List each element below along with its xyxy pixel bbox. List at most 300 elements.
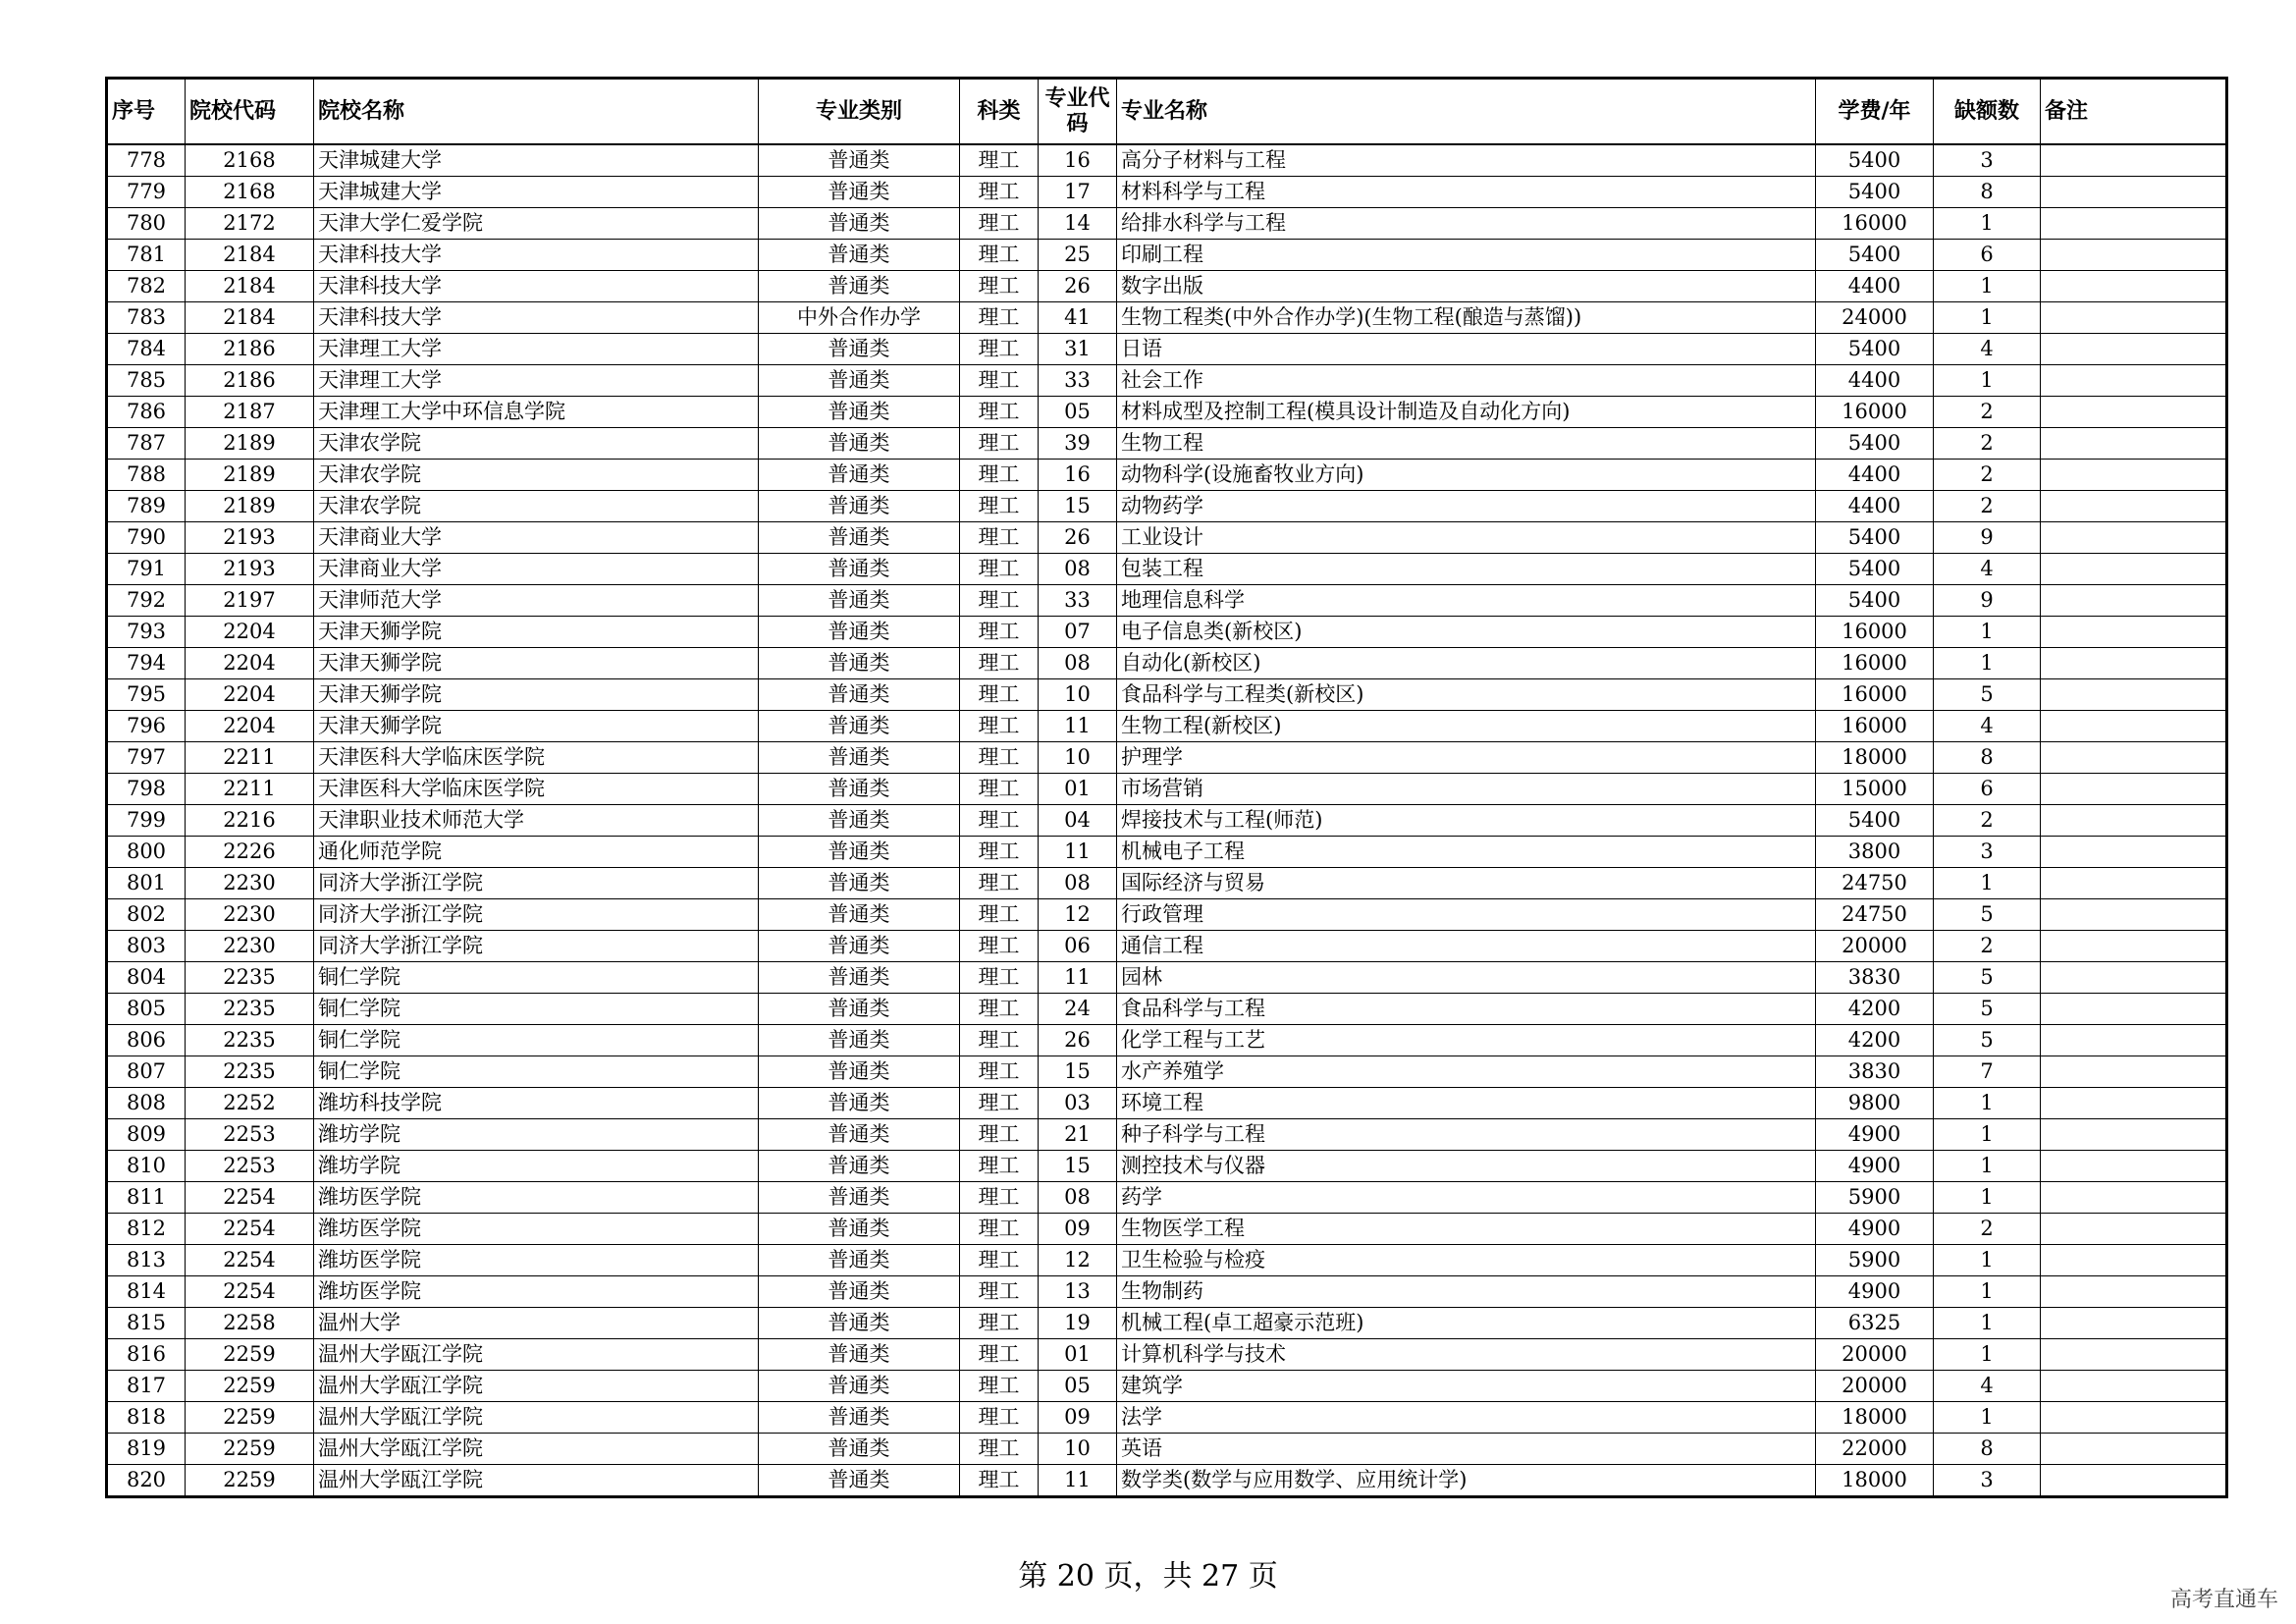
cell-tuition: 4900 <box>1816 1276 1934 1308</box>
cell-tuition: 5400 <box>1816 554 1934 585</box>
cell-vacancies: 5 <box>1934 1025 2041 1056</box>
cell-school-name: 潍坊学院 <box>314 1119 759 1151</box>
cell-remarks <box>2041 742 2227 774</box>
cell-major-code: 10 <box>1039 679 1117 711</box>
table-row <box>107 554 2227 585</box>
cell-major-type: 普通类 <box>759 460 960 491</box>
header-major-name: 专业名称 <box>1117 79 1816 145</box>
cell-major-code: 19 <box>1039 1308 1117 1339</box>
cell-tuition: 4900 <box>1816 1151 1934 1182</box>
cell-major-type: 普通类 <box>759 648 960 679</box>
cell-seq: 804 <box>107 962 186 994</box>
cell-major-code: 06 <box>1039 931 1117 962</box>
cell-seq: 784 <box>107 334 186 365</box>
cell-school-name: 天津科技大学 <box>314 302 759 334</box>
cell-major-type: 普通类 <box>759 397 960 428</box>
cell-school-name: 温州大学瓯江学院 <box>314 1371 759 1402</box>
cell-seq: 795 <box>107 679 186 711</box>
cell-subject: 理工 <box>960 774 1039 805</box>
cell-vacancies: 2 <box>1934 805 2041 837</box>
cell-major-type: 普通类 <box>759 1465 960 1497</box>
cell-major-name: 给排水科学与工程 <box>1117 208 1816 240</box>
cell-major-type: 普通类 <box>759 1245 960 1276</box>
table-row <box>107 742 2227 774</box>
cell-subject: 理工 <box>960 1371 1039 1402</box>
cell-major-type: 普通类 <box>759 742 960 774</box>
cell-school-code: 2172 <box>186 208 314 240</box>
cell-seq: 798 <box>107 774 186 805</box>
cell-seq: 789 <box>107 491 186 522</box>
cell-school-name: 铜仁学院 <box>314 994 759 1025</box>
cell-school-code: 2254 <box>186 1182 314 1214</box>
cell-vacancies: 7 <box>1934 1056 2041 1088</box>
cell-subject: 理工 <box>960 428 1039 460</box>
cell-major-code: 07 <box>1039 617 1117 648</box>
table-row <box>107 1214 2227 1245</box>
cell-seq: 808 <box>107 1088 186 1119</box>
cell-subject: 理工 <box>960 837 1039 868</box>
header-tuition: 学费/年 <box>1816 79 1934 145</box>
cell-major-name: 市场营销 <box>1117 774 1816 805</box>
cell-school-name: 潍坊医学院 <box>314 1276 759 1308</box>
cell-school-name: 潍坊医学院 <box>314 1245 759 1276</box>
cell-remarks <box>2041 522 2227 554</box>
cell-tuition: 24000 <box>1816 302 1934 334</box>
cell-seq: 785 <box>107 365 186 397</box>
cell-remarks <box>2041 1056 2227 1088</box>
cell-school-code: 2204 <box>186 648 314 679</box>
cell-major-name: 数学类(数学与应用数学、应用统计学) <box>1117 1465 1816 1497</box>
cell-tuition: 15000 <box>1816 774 1934 805</box>
cell-major-code: 11 <box>1039 1465 1117 1497</box>
cell-major-code: 10 <box>1039 1434 1117 1465</box>
cell-school-code: 2230 <box>186 899 314 931</box>
cell-major-name: 社会工作 <box>1117 365 1816 397</box>
cell-remarks <box>2041 1371 2227 1402</box>
cell-vacancies: 6 <box>1934 774 2041 805</box>
table-row <box>107 1465 2227 1497</box>
cell-school-name: 天津科技大学 <box>314 240 759 271</box>
cell-school-code: 2197 <box>186 585 314 617</box>
cell-major-type: 普通类 <box>759 837 960 868</box>
table-row <box>107 868 2227 899</box>
cell-subject: 理工 <box>960 240 1039 271</box>
cell-major-type: 普通类 <box>759 1434 960 1465</box>
table-row <box>107 711 2227 742</box>
cell-tuition: 16000 <box>1816 648 1934 679</box>
cell-major-name: 食品科学与工程类(新校区) <box>1117 679 1816 711</box>
cell-subject: 理工 <box>960 931 1039 962</box>
cell-major-code: 15 <box>1039 1056 1117 1088</box>
cell-seq: 817 <box>107 1371 186 1402</box>
cell-remarks <box>2041 931 2227 962</box>
cell-school-code: 2226 <box>186 837 314 868</box>
cell-vacancies: 4 <box>1934 711 2041 742</box>
cell-vacancies: 8 <box>1934 177 2041 208</box>
cell-school-code: 2259 <box>186 1434 314 1465</box>
cell-major-type: 普通类 <box>759 805 960 837</box>
cell-major-code: 31 <box>1039 334 1117 365</box>
cell-school-name: 温州大学瓯江学院 <box>314 1339 759 1371</box>
cell-major-name: 包装工程 <box>1117 554 1816 585</box>
table-row <box>107 679 2227 711</box>
cell-seq: 783 <box>107 302 186 334</box>
cell-tuition: 16000 <box>1816 679 1934 711</box>
cell-remarks <box>2041 397 2227 428</box>
cell-seq: 812 <box>107 1214 186 1245</box>
cell-school-name: 天津科技大学 <box>314 271 759 302</box>
table-row <box>107 397 2227 428</box>
cell-seq: 794 <box>107 648 186 679</box>
cell-subject: 理工 <box>960 1151 1039 1182</box>
cell-school-name: 天津天狮学院 <box>314 679 759 711</box>
table-row <box>107 1434 2227 1465</box>
cell-vacancies: 1 <box>1934 1119 2041 1151</box>
cell-subject: 理工 <box>960 1402 1039 1434</box>
table-row <box>107 994 2227 1025</box>
cell-remarks <box>2041 1214 2227 1245</box>
cell-major-type: 普通类 <box>759 177 960 208</box>
header-school-code: 院校代码 <box>186 79 314 145</box>
cell-remarks <box>2041 1182 2227 1214</box>
cell-major-code: 26 <box>1039 522 1117 554</box>
cell-tuition: 16000 <box>1816 617 1934 648</box>
admissions-table <box>105 77 2228 1498</box>
cell-school-code: 2252 <box>186 1088 314 1119</box>
cell-major-type: 普通类 <box>759 522 960 554</box>
cell-major-code: 33 <box>1039 585 1117 617</box>
header-vacancies: 缺额数 <box>1934 79 2041 145</box>
cell-vacancies: 3 <box>1934 837 2041 868</box>
cell-remarks <box>2041 240 2227 271</box>
cell-tuition: 20000 <box>1816 1339 1934 1371</box>
cell-vacancies: 5 <box>1934 994 2041 1025</box>
cell-tuition: 3830 <box>1816 962 1934 994</box>
cell-major-code: 33 <box>1039 365 1117 397</box>
cell-major-code: 10 <box>1039 742 1117 774</box>
cell-school-name: 温州大学瓯江学院 <box>314 1402 759 1434</box>
cell-seq: 800 <box>107 837 186 868</box>
cell-major-name: 生物制药 <box>1117 1276 1816 1308</box>
cell-subject: 理工 <box>960 1276 1039 1308</box>
cell-remarks <box>2041 334 2227 365</box>
cell-major-code: 08 <box>1039 1182 1117 1214</box>
cell-remarks <box>2041 491 2227 522</box>
table-row <box>107 962 2227 994</box>
table-row <box>107 805 2227 837</box>
table-row <box>107 177 2227 208</box>
cell-tuition: 16000 <box>1816 397 1934 428</box>
cell-major-code: 11 <box>1039 711 1117 742</box>
cell-vacancies: 1 <box>1934 1088 2041 1119</box>
cell-major-name: 国际经济与贸易 <box>1117 868 1816 899</box>
cell-remarks <box>2041 711 2227 742</box>
cell-vacancies: 1 <box>1934 1402 2041 1434</box>
cell-seq: 806 <box>107 1025 186 1056</box>
table-row <box>107 1056 2227 1088</box>
cell-vacancies: 3 <box>1934 1465 2041 1497</box>
cell-school-code: 2253 <box>186 1151 314 1182</box>
cell-vacancies: 2 <box>1934 460 2041 491</box>
cell-vacancies: 1 <box>1934 617 2041 648</box>
cell-school-name: 温州大学瓯江学院 <box>314 1434 759 1465</box>
cell-subject: 理工 <box>960 1119 1039 1151</box>
cell-major-name: 机械工程(卓工超豪示范班) <box>1117 1308 1816 1339</box>
cell-school-code: 2211 <box>186 774 314 805</box>
cell-subject: 理工 <box>960 1465 1039 1497</box>
table-row <box>107 1339 2227 1371</box>
table-row <box>107 585 2227 617</box>
cell-major-name: 高分子材料与工程 <box>1117 144 1816 177</box>
cell-remarks <box>2041 1151 2227 1182</box>
cell-major-type: 普通类 <box>759 962 960 994</box>
cell-major-name: 生物工程类(中外合作办学)(生物工程(酿造与蒸馏)) <box>1117 302 1816 334</box>
cell-major-type: 普通类 <box>759 271 960 302</box>
cell-major-type: 普通类 <box>759 428 960 460</box>
cell-remarks <box>2041 1465 2227 1497</box>
cell-seq: 810 <box>107 1151 186 1182</box>
cell-tuition: 16000 <box>1816 711 1934 742</box>
cell-major-name: 计算机科学与技术 <box>1117 1339 1816 1371</box>
table-row <box>107 1182 2227 1214</box>
cell-tuition: 22000 <box>1816 1434 1934 1465</box>
cell-major-name: 材料科学与工程 <box>1117 177 1816 208</box>
table-row <box>107 491 2227 522</box>
cell-school-name: 天津天狮学院 <box>314 617 759 648</box>
cell-major-type: 中外合作办学 <box>759 302 960 334</box>
cell-vacancies: 1 <box>1934 868 2041 899</box>
cell-school-code: 2184 <box>186 302 314 334</box>
cell-major-code: 08 <box>1039 868 1117 899</box>
cell-school-name: 天津农学院 <box>314 460 759 491</box>
cell-major-code: 09 <box>1039 1214 1117 1245</box>
cell-vacancies: 8 <box>1934 742 2041 774</box>
header-subject: 科类 <box>960 79 1039 145</box>
cell-school-name: 同济大学浙江学院 <box>314 868 759 899</box>
cell-seq: 807 <box>107 1056 186 1088</box>
cell-school-code: 2254 <box>186 1245 314 1276</box>
cell-tuition: 20000 <box>1816 931 1934 962</box>
cell-major-name: 通信工程 <box>1117 931 1816 962</box>
cell-major-code: 12 <box>1039 899 1117 931</box>
cell-school-name: 天津理工大学 <box>314 334 759 365</box>
cell-school-name: 铜仁学院 <box>314 962 759 994</box>
cell-school-code: 2259 <box>186 1371 314 1402</box>
cell-school-code: 2254 <box>186 1276 314 1308</box>
cell-school-code: 2230 <box>186 931 314 962</box>
cell-major-code: 15 <box>1039 1151 1117 1182</box>
cell-major-code: 24 <box>1039 994 1117 1025</box>
cell-major-code: 17 <box>1039 177 1117 208</box>
table-row <box>107 648 2227 679</box>
cell-major-type: 普通类 <box>759 1402 960 1434</box>
cell-tuition: 5400 <box>1816 805 1934 837</box>
cell-school-code: 2189 <box>186 491 314 522</box>
cell-seq: 809 <box>107 1119 186 1151</box>
header-seq: 序号 <box>107 79 186 145</box>
cell-vacancies: 1 <box>1934 271 2041 302</box>
cell-major-code: 21 <box>1039 1119 1117 1151</box>
cell-major-code: 16 <box>1039 144 1117 177</box>
cell-tuition: 20000 <box>1816 1371 1934 1402</box>
cell-major-type: 普通类 <box>759 617 960 648</box>
cell-major-name: 日语 <box>1117 334 1816 365</box>
cell-major-type: 普通类 <box>759 1182 960 1214</box>
cell-school-code: 2204 <box>186 711 314 742</box>
cell-tuition: 4900 <box>1816 1214 1934 1245</box>
cell-major-code: 08 <box>1039 554 1117 585</box>
cell-school-code: 2211 <box>186 742 314 774</box>
cell-school-name: 天津职业技术师范大学 <box>314 805 759 837</box>
table-row <box>107 899 2227 931</box>
cell-subject: 理工 <box>960 962 1039 994</box>
cell-school-code: 2216 <box>186 805 314 837</box>
cell-subject: 理工 <box>960 805 1039 837</box>
cell-subject: 理工 <box>960 144 1039 177</box>
table-row <box>107 240 2227 271</box>
cell-major-code: 26 <box>1039 1025 1117 1056</box>
cell-major-code: 15 <box>1039 491 1117 522</box>
cell-major-type: 普通类 <box>759 1151 960 1182</box>
cell-major-code: 05 <box>1039 397 1117 428</box>
cell-vacancies: 1 <box>1934 648 2041 679</box>
cell-subject: 理工 <box>960 742 1039 774</box>
cell-seq: 803 <box>107 931 186 962</box>
cell-subject: 理工 <box>960 1308 1039 1339</box>
table-body <box>107 144 2227 1497</box>
cell-seq: 813 <box>107 1245 186 1276</box>
cell-subject: 理工 <box>960 1025 1039 1056</box>
cell-major-name: 材料成型及控制工程(模具设计制造及自动化方向) <box>1117 397 1816 428</box>
cell-seq: 793 <box>107 617 186 648</box>
cell-subject: 理工 <box>960 1434 1039 1465</box>
cell-subject: 理工 <box>960 1056 1039 1088</box>
cell-remarks <box>2041 208 2227 240</box>
cell-school-name: 铜仁学院 <box>314 1025 759 1056</box>
cell-tuition: 5400 <box>1816 177 1934 208</box>
cell-major-name: 机械电子工程 <box>1117 837 1816 868</box>
cell-seq: 787 <box>107 428 186 460</box>
cell-tuition: 6325 <box>1816 1308 1934 1339</box>
cell-major-type: 普通类 <box>759 899 960 931</box>
cell-tuition: 5400 <box>1816 522 1934 554</box>
cell-school-name: 温州大学 <box>314 1308 759 1339</box>
cell-vacancies: 1 <box>1934 1245 2041 1276</box>
cell-vacancies: 3 <box>1934 144 2041 177</box>
cell-major-type: 普通类 <box>759 334 960 365</box>
table-row <box>107 1276 2227 1308</box>
cell-school-name: 同济大学浙江学院 <box>314 899 759 931</box>
cell-subject: 理工 <box>960 1339 1039 1371</box>
cell-major-name: 环境工程 <box>1117 1088 1816 1119</box>
cell-school-code: 2186 <box>186 365 314 397</box>
cell-remarks <box>2041 994 2227 1025</box>
cell-seq: 792 <box>107 585 186 617</box>
cell-vacancies: 4 <box>1934 554 2041 585</box>
cell-major-type: 普通类 <box>759 1088 960 1119</box>
table-row <box>107 1308 2227 1339</box>
cell-seq: 801 <box>107 868 186 899</box>
cell-vacancies: 9 <box>1934 522 2041 554</box>
cell-seq: 805 <box>107 994 186 1025</box>
cell-major-type: 普通类 <box>759 1276 960 1308</box>
header-school-name: 院校名称 <box>314 79 759 145</box>
cell-major-code: 04 <box>1039 805 1117 837</box>
cell-major-name: 动物药学 <box>1117 491 1816 522</box>
cell-major-name: 护理学 <box>1117 742 1816 774</box>
cell-seq: 779 <box>107 177 186 208</box>
cell-remarks <box>2041 585 2227 617</box>
cell-school-code: 2189 <box>186 460 314 491</box>
cell-major-type: 普通类 <box>759 868 960 899</box>
cell-subject: 理工 <box>960 554 1039 585</box>
cell-seq: 799 <box>107 805 186 837</box>
cell-school-name: 天津医科大学临床医学院 <box>314 742 759 774</box>
cell-remarks <box>2041 805 2227 837</box>
cell-major-type: 普通类 <box>759 1214 960 1245</box>
table-row <box>107 774 2227 805</box>
cell-remarks <box>2041 428 2227 460</box>
cell-tuition: 4400 <box>1816 365 1934 397</box>
cell-school-code: 2184 <box>186 240 314 271</box>
cell-tuition: 9800 <box>1816 1088 1934 1119</box>
cell-major-name: 园林 <box>1117 962 1816 994</box>
cell-major-name: 数字出版 <box>1117 271 1816 302</box>
cell-tuition: 3800 <box>1816 837 1934 868</box>
table-row <box>107 208 2227 240</box>
cell-remarks <box>2041 1339 2227 1371</box>
cell-major-name: 工业设计 <box>1117 522 1816 554</box>
cell-vacancies: 1 <box>1934 1151 2041 1182</box>
header-row <box>107 79 2227 145</box>
cell-tuition: 5900 <box>1816 1245 1934 1276</box>
table-row <box>107 1151 2227 1182</box>
cell-vacancies: 1 <box>1934 208 2041 240</box>
cell-seq: 778 <box>107 144 186 177</box>
cell-major-code: 13 <box>1039 1276 1117 1308</box>
cell-seq: 797 <box>107 742 186 774</box>
cell-school-code: 2193 <box>186 522 314 554</box>
cell-school-code: 2184 <box>186 271 314 302</box>
cell-vacancies: 2 <box>1934 1214 2041 1245</box>
table-row <box>107 931 2227 962</box>
cell-school-name: 天津天狮学院 <box>314 711 759 742</box>
cell-remarks <box>2041 302 2227 334</box>
cell-school-name: 天津农学院 <box>314 428 759 460</box>
cell-major-name: 行政管理 <box>1117 899 1816 931</box>
cell-school-name: 天津商业大学 <box>314 554 759 585</box>
cell-subject: 理工 <box>960 617 1039 648</box>
cell-tuition: 5900 <box>1816 1182 1934 1214</box>
cell-seq: 791 <box>107 554 186 585</box>
cell-major-name: 食品科学与工程 <box>1117 994 1816 1025</box>
cell-remarks <box>2041 617 2227 648</box>
cell-seq: 815 <box>107 1308 186 1339</box>
cell-tuition: 5400 <box>1816 585 1934 617</box>
cell-vacancies: 6 <box>1934 240 2041 271</box>
table-row <box>107 522 2227 554</box>
cell-school-name: 天津农学院 <box>314 491 759 522</box>
cell-tuition: 5400 <box>1816 144 1934 177</box>
cell-seq: 818 <box>107 1402 186 1434</box>
cell-subject: 理工 <box>960 1182 1039 1214</box>
cell-school-code: 2253 <box>186 1119 314 1151</box>
table-row <box>107 1088 2227 1119</box>
cell-remarks <box>2041 1245 2227 1276</box>
cell-vacancies: 5 <box>1934 962 2041 994</box>
cell-school-code: 2186 <box>186 334 314 365</box>
cell-remarks <box>2041 1119 2227 1151</box>
